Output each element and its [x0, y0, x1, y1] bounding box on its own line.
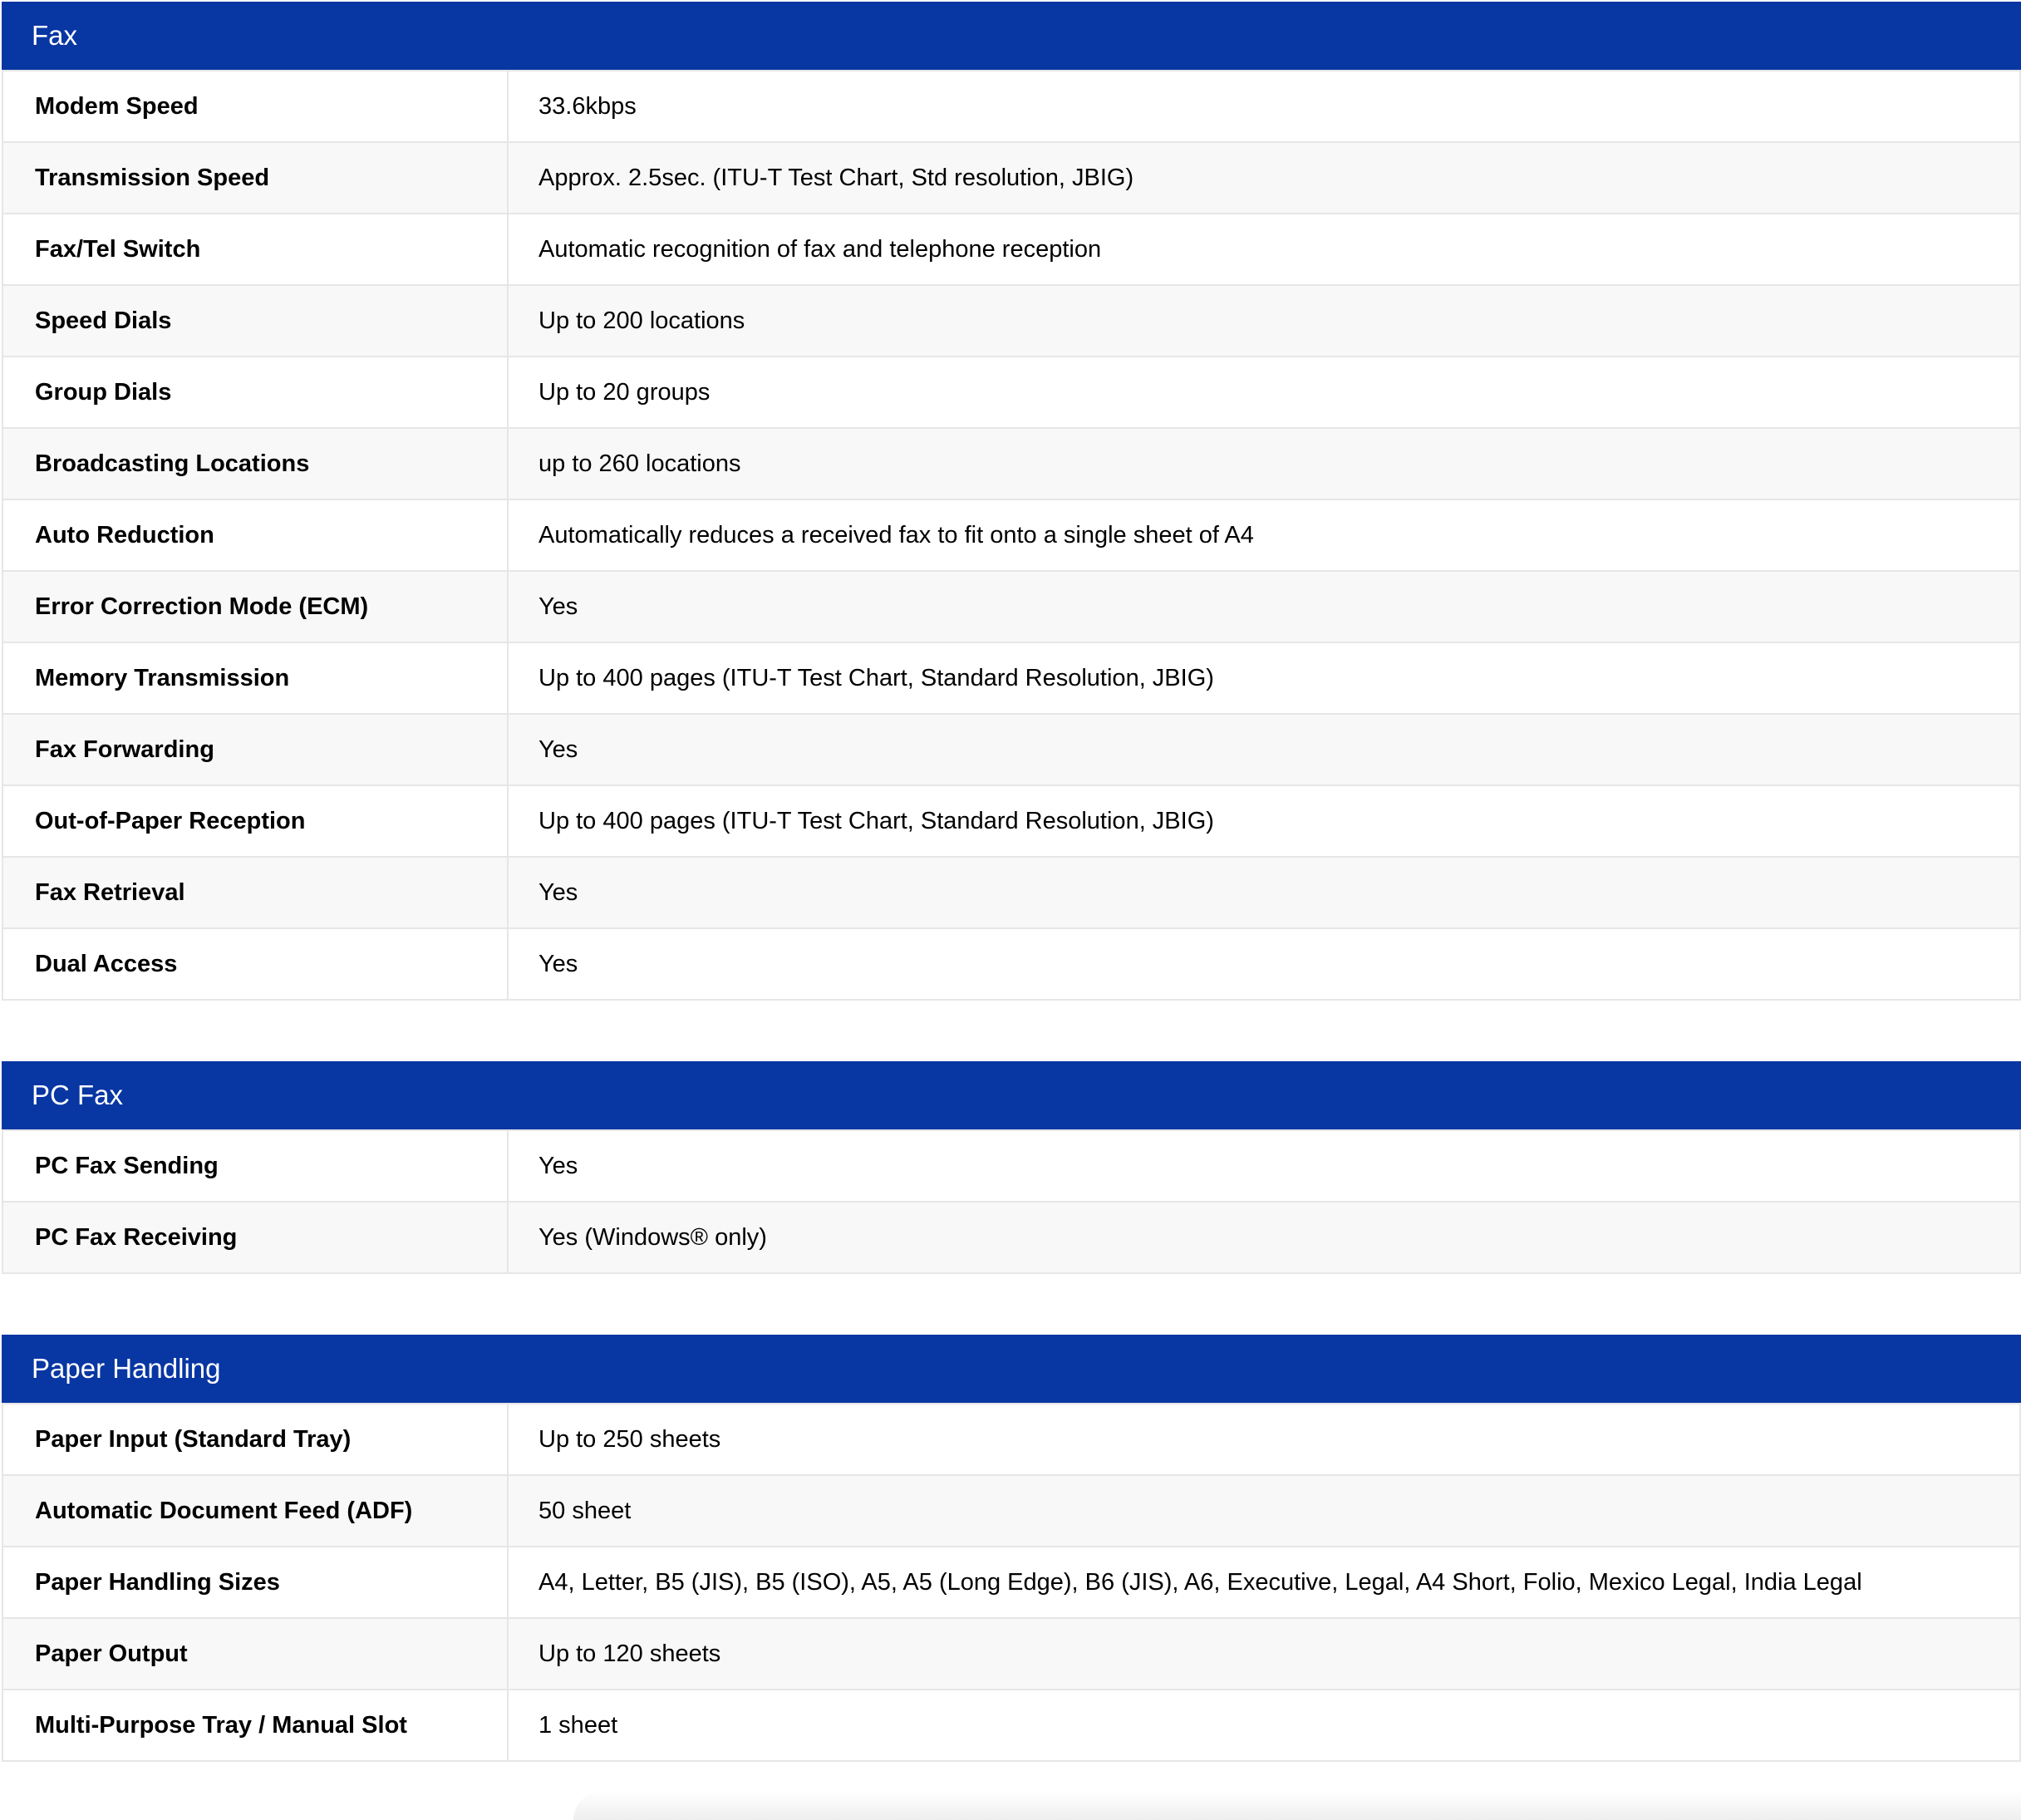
- pc-fax-section: [2, 1061, 2021, 1274]
- spec-table: [2, 1403, 2021, 1762]
- spec-value: 1 sheet: [508, 1690, 2020, 1761]
- spec-label: Paper Input (Standard Tray): [2, 1404, 508, 1475]
- spec-label: Fax Retrieval: [2, 857, 508, 928]
- table-row: [2, 1202, 2020, 1273]
- spec-value: Automatic recognition of fax and telephone reception: [508, 214, 2020, 285]
- table-row: [2, 285, 2020, 357]
- paper-handling-section: [2, 1335, 2021, 1762]
- table-row: [2, 499, 2020, 571]
- spec-value: Yes (Windows® only): [508, 1202, 2020, 1273]
- table-row: [2, 214, 2020, 285]
- spec-value: A4, Letter, B5 (JIS), B5 (ISO), A5, A5 (Long Edge), B6 (JIS), A6, Executive, Legal, A4 Short, Folio, Mexico Legal, India Legal: [508, 1547, 2020, 1618]
- spec-value: Yes: [508, 857, 2020, 928]
- table-row: [2, 1690, 2020, 1761]
- table-row: [2, 714, 2020, 785]
- table-row: [2, 571, 2020, 642]
- table-row: [2, 928, 2020, 1000]
- spec-label: Group Dials: [2, 357, 508, 428]
- spec-table: [2, 70, 2021, 1001]
- table-row: [2, 1547, 2020, 1618]
- spec-label: Multi-Purpose Tray / Manual Slot: [2, 1690, 508, 1761]
- spec-label: PC Fax Sending: [2, 1130, 508, 1202]
- spec-label: Paper Handling Sizes: [2, 1547, 508, 1618]
- spec-label: Transmission Speed: [2, 142, 508, 214]
- table-row: [2, 1475, 2020, 1547]
- spec-label: Fax Forwarding: [2, 714, 508, 785]
- table-row: [2, 1404, 2020, 1475]
- spec-value: 33.6kbps: [508, 71, 2020, 142]
- section-header: PC Fax: [2, 1061, 2021, 1129]
- table-row: [2, 71, 2020, 142]
- spec-value: Up to 120 sheets: [508, 1618, 2020, 1690]
- fax-section: [2, 2, 2021, 1001]
- spec-value: Yes: [508, 714, 2020, 785]
- table-row: [2, 357, 2020, 428]
- spec-value: Automatically reduces a received fax to fit onto a single sheet of A4: [508, 499, 2020, 571]
- spec-value: up to 260 locations: [508, 428, 2020, 499]
- spec-label: Broadcasting Locations: [2, 428, 508, 499]
- table-row: [2, 785, 2020, 857]
- spec-value: Up to 400 pages (ITU-T Test Chart, Standard Resolution, JBIG): [508, 642, 2020, 714]
- spec-label: Memory Transmission: [2, 642, 508, 714]
- spec-value: Approx. 2.5sec. (ITU-T Test Chart, Std resolution, JBIG): [508, 142, 2020, 214]
- table-row: [2, 1618, 2020, 1690]
- section-header: Paper Handling: [2, 1335, 2021, 1403]
- table-row: [2, 142, 2020, 214]
- spec-value: 50 sheet: [508, 1475, 2020, 1547]
- table-row: [2, 642, 2020, 714]
- section-header: Fax: [2, 2, 2021, 70]
- spec-value: Yes: [508, 571, 2020, 642]
- spec-value: Up to 250 sheets: [508, 1404, 2020, 1475]
- spec-label: Auto Reduction: [2, 499, 508, 571]
- spec-label: Modem Speed: [2, 71, 508, 142]
- spec-label: Fax/Tel Switch: [2, 214, 508, 285]
- spec-value: Up to 200 locations: [508, 285, 2020, 357]
- spec-label: Error Correction Mode (ECM): [2, 571, 508, 642]
- spec-label: Speed Dials: [2, 285, 508, 357]
- spec-label: Dual Access: [2, 928, 508, 1000]
- spec-value: Up to 20 groups: [508, 357, 2020, 428]
- spec-value: Yes: [508, 928, 2020, 1000]
- spec-value: Yes: [508, 1130, 2020, 1202]
- spec-label: Paper Output: [2, 1618, 508, 1690]
- spec-label: Out-of-Paper Reception: [2, 785, 508, 857]
- table-row: [2, 1130, 2020, 1202]
- spec-table: [2, 1129, 2021, 1274]
- table-row: [2, 857, 2020, 928]
- table-row: [2, 428, 2020, 499]
- bottom-shadow: [573, 1791, 2021, 1820]
- spec-label: PC Fax Receiving: [2, 1202, 508, 1273]
- spec-label: Automatic Document Feed (ADF): [2, 1475, 508, 1547]
- spec-value: Up to 400 pages (ITU-T Test Chart, Standard Resolution, JBIG): [508, 785, 2020, 857]
